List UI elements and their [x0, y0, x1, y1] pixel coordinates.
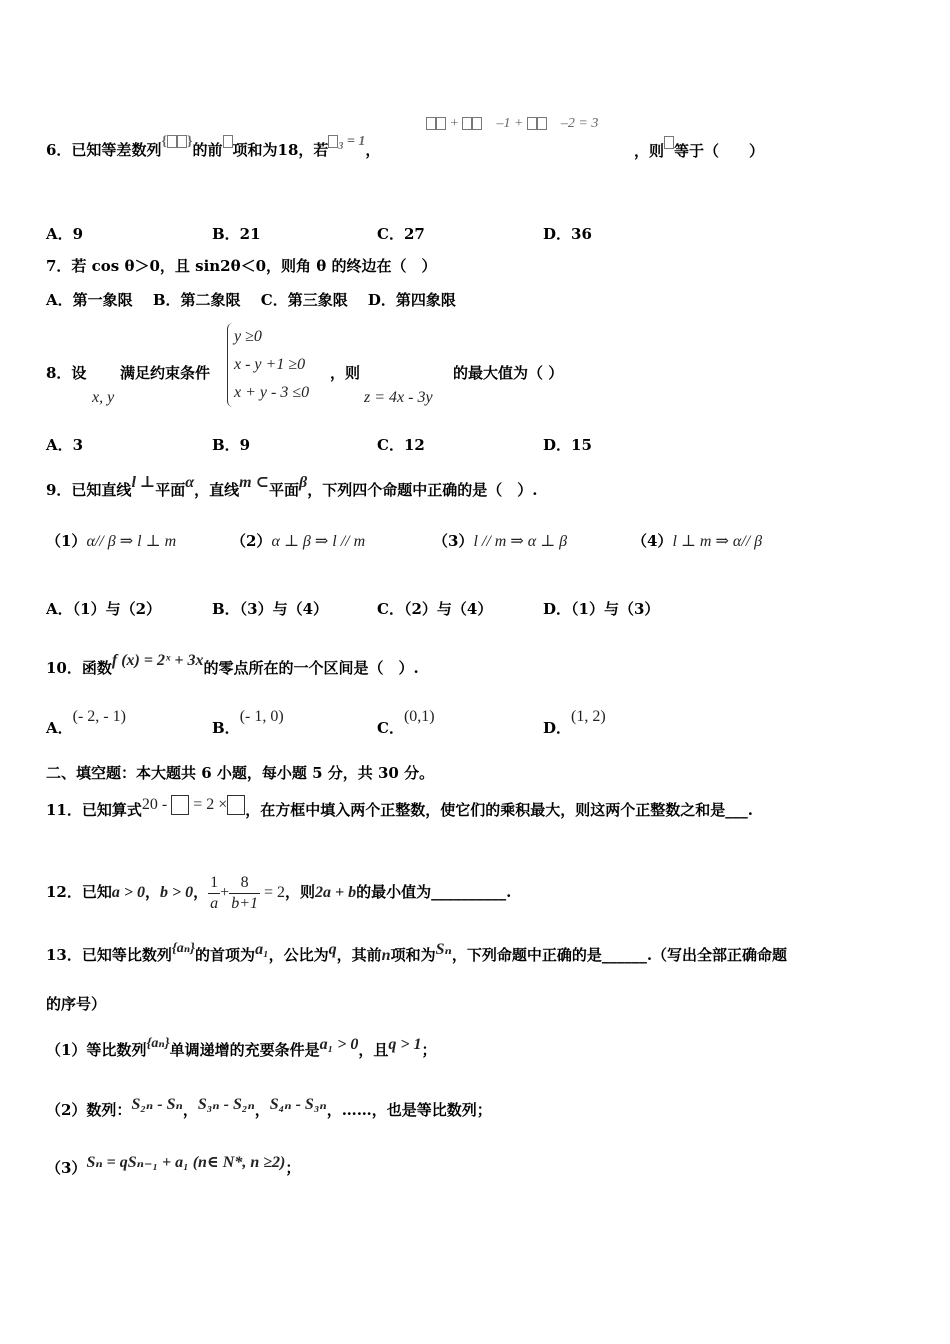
q13-text4: ，其前: [336, 946, 382, 964]
q8-text2: 满足约束条件: [120, 364, 211, 382]
q10-text2: 的零点所在的一个区间是（ ）.: [203, 659, 419, 677]
q8-text1: 8．设: [46, 364, 87, 382]
q9-m: m ⊂: [239, 474, 270, 491]
q11-expression: 20 - = 2 ×: [142, 796, 245, 813]
q11-text2: ，在方框中填入两个正整数，使它们的乘积最大，则这两个正整数之和是___.: [245, 801, 753, 819]
q9-option-d[interactable]: D．（1）与（3）: [543, 600, 660, 618]
q11-box-1: [171, 795, 189, 815]
q9-alpha: α: [185, 474, 195, 491]
q9-l: l ⊥: [131, 474, 156, 491]
q6-cond1: $_3$ = 1: [328, 134, 365, 149]
q11-text1: 11．已知算式: [46, 801, 142, 819]
q9-prop-3: （3）l // m ⇒ α ⊥ β: [433, 532, 568, 550]
q13-text1: 13．已知等比数列: [46, 946, 172, 964]
q8-constraint-system: [227, 323, 309, 407]
q13-text3: ，公比为: [268, 946, 329, 964]
q8-option-b[interactable]: B．9: [212, 436, 251, 454]
q9-text3: ，直线: [194, 481, 240, 499]
q8-option-c[interactable]: C．12: [377, 436, 425, 454]
q10-option-a[interactable]: A．(- 2, - 1): [46, 708, 126, 737]
q6-comma: ，: [365, 141, 381, 159]
q13-seq: {aₙ}: [171, 941, 196, 956]
q11-box-2: [227, 795, 245, 815]
q13-a1: a₁: [255, 941, 269, 958]
q10-function: f (x) = 2ˣ + 3x: [111, 652, 204, 669]
q6-option-a[interactable]: A．9: [46, 225, 84, 243]
q9-text4: 平面: [269, 481, 300, 499]
q12-sep-2: ，: [193, 883, 209, 902]
q10-option-b[interactable]: B．(- 1, 0): [212, 708, 284, 737]
q10-text1: 10．函数: [46, 659, 112, 677]
q13-item-1: （1）等比数列{aₙ}单调递增的充要条件是a₁ > 0，且q > 1；: [46, 1036, 437, 1059]
q8-constraint-3: x + y - 3 ≤0: [234, 384, 310, 401]
q7-options[interactable]: A．第一象限 B．第二象限 C．第三象限 D．第四象限: [46, 291, 456, 309]
q12-text3: 的最小值为__________.: [356, 883, 512, 902]
q12-cond-b: b > 0: [160, 884, 194, 902]
q12-cond-a: a > 0: [111, 884, 145, 902]
q6-a-placeholder: [664, 136, 674, 149]
q6-text1: 6．已知等差数列: [46, 141, 162, 159]
q10-option-c[interactable]: C．(0,1): [377, 708, 435, 737]
q12-sep: ，: [145, 883, 161, 902]
q7-text: 7．若 cos θ＞0，且 sin2θ＜0，则角 θ 的终边在（ ）: [46, 257, 437, 275]
q9-beta: β: [299, 474, 308, 491]
q9-option-c[interactable]: C．（2）与（4）: [377, 600, 493, 618]
q13-text2: 的首项为: [195, 946, 256, 964]
q8-text4: 的最大值为（ ）: [453, 364, 564, 382]
q9-prop-1: （1）α// β ⇒ l ⊥ m: [46, 532, 177, 550]
q12-equation: $\frac{1}{a}$ + $\frac{8}{b+1}$ = 2: [210, 874, 286, 912]
q13-Sn: Sₙ: [435, 941, 452, 958]
q6-text3: 项和为18，若: [232, 141, 329, 159]
q13-n: n: [381, 947, 391, 964]
q8-constraint-2: x - y +1 ≥0: [234, 356, 306, 373]
q9-text5: ，下列四个命题中正确的是（ ）.: [307, 481, 538, 499]
q9-text1: 9．已知直线: [46, 481, 132, 499]
q8-constraint-1: y ≥0: [234, 328, 262, 345]
q8-objective: z = 4x - 3y: [364, 389, 433, 406]
q13-text6: ，下列命题中正确的是______.（写出全部正确命题: [451, 946, 788, 964]
q12-text2: ，则: [285, 883, 316, 902]
q6-n-placeholder: [223, 135, 233, 148]
q12-target: 2a + b: [315, 884, 357, 902]
q6-cond2: + –1 + –2 = 3: [426, 112, 598, 132]
q8-vars: x, y: [92, 389, 115, 406]
q9-text2: 平面: [155, 481, 186, 499]
q13-q: q: [328, 941, 337, 958]
q6-option-c[interactable]: C．27: [377, 225, 425, 243]
q6-option-b[interactable]: B．21: [212, 225, 261, 243]
q9-prop-4: （4）l ⊥ m ⇒ α// β: [632, 532, 763, 550]
q6-tail: ，则 等于（ ）: [634, 140, 764, 161]
q10-option-d[interactable]: D．(1, 2): [543, 708, 606, 737]
q8-text3: ，则: [330, 364, 361, 382]
q6-seq: { }: [161, 134, 193, 149]
q6-option-d[interactable]: D．36: [543, 225, 592, 243]
q8-option-d[interactable]: D．15: [543, 436, 592, 454]
q13-item-3: （3）Sₙ = qSₙ₋₁ + a₁ (n∈ N*, n ≥2)；: [46, 1154, 301, 1177]
section-2-title: 二、填空题：本大题共 6 小题，每小题 5 分，共 30 分。: [46, 764, 435, 782]
q13-text7: 的序号）: [46, 995, 107, 1013]
q8-option-a[interactable]: A．3: [46, 436, 84, 454]
q13-item-2: （2）数列：S₂ₙ - Sₙ，S₃ₙ - S₂ₙ，S₄ₙ - S₃ₙ，……，也是等比数列；: [46, 1096, 492, 1119]
q6-text2: 的前: [192, 141, 223, 159]
q9-option-a[interactable]: A．（1）与（2）: [46, 600, 162, 618]
q9-option-b[interactable]: B．（3）与（4）: [212, 600, 329, 618]
q13-text5: 项和为: [390, 946, 436, 964]
q9-prop-2: （2）α ⊥ β ⇒ l // m: [231, 532, 366, 550]
q12-text1: 12．已知: [46, 883, 112, 902]
